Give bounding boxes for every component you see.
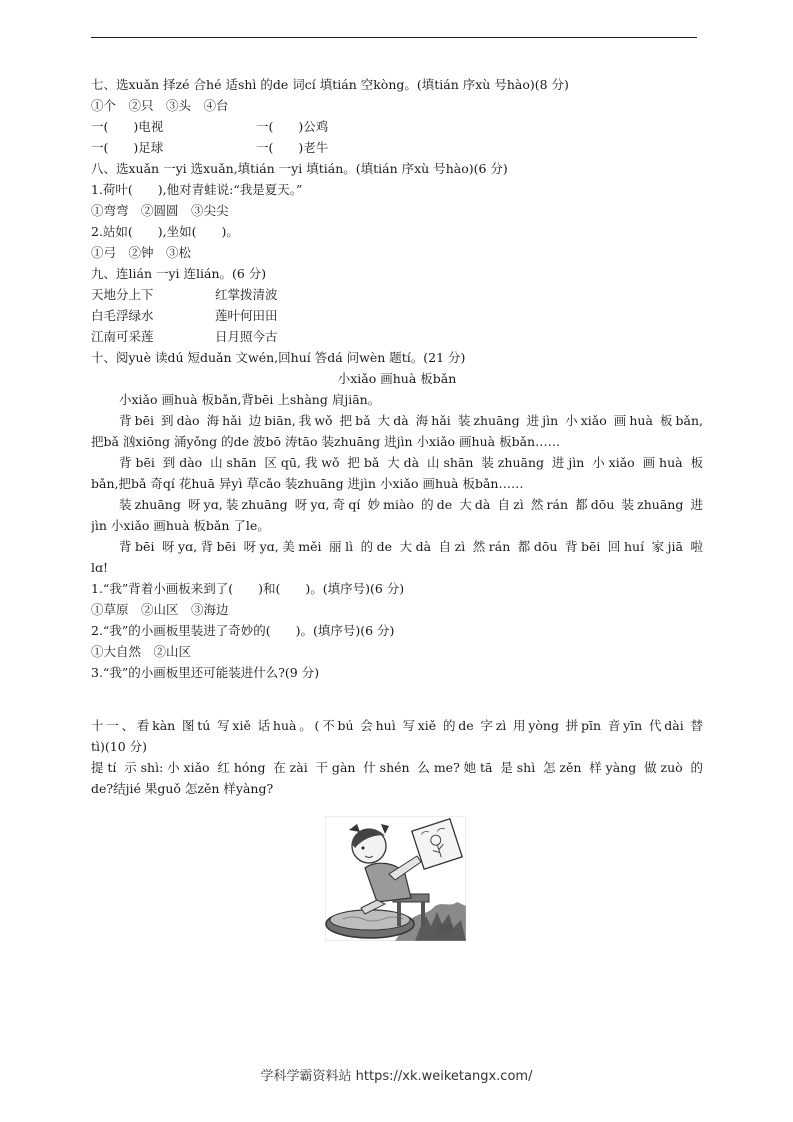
section10-question-3[interactable]: 3.“我”的小画板里还可能装进什么?(9 分)	[91, 665, 320, 680]
section8-question-2[interactable]: 2.站如( ),坐如( )。	[91, 224, 239, 239]
section11-heading-line-1: 十一、看kàn 图tú 写xiě 话huà。(不bú 会huì 写xiě 的de 字zì 用yòng 拼pīn 音yīn 代dài 替	[91, 718, 703, 733]
passage-paragraph-5-line-1: 背bēi 呀yɑ,背bēi 呀yɑ,美měi 丽lì 的de 大dà 自zì 然rán 都dōu 背bēi 回huí 家jiā 啦	[119, 539, 703, 554]
answer-space	[91, 683, 703, 715]
section11-hint-line-2: de?结jié 果guǒ 怎zěn 样yàng?	[91, 781, 274, 796]
section10-q1-options: ①草原 ②山区 ③海边	[91, 602, 229, 617]
section8-q2-options: ①弓 ②钟 ③松	[91, 245, 192, 260]
section8-question-1[interactable]: 1.荷叶( ),他对青蛙说:“我是夏天。”	[91, 182, 303, 197]
section10-question-2[interactable]: 2.“我”的小画板里装进了奇妙的( )。(填序号)(6 分)	[91, 623, 395, 638]
match-right[interactable]: 日月照今古	[215, 329, 278, 344]
passage-paragraph-3-line-2: bǎn,把bǎ 奇qí 花huā 异yì 草cǎo 装zhuāng 进jìn 小xiǎo 画huà 板bǎn……	[91, 476, 524, 491]
match-row	[91, 305, 703, 326]
passage-paragraph-4-line-2: jìn 小xiǎo 画huà 板bǎn 了le。	[91, 518, 270, 533]
passage-paragraph-1: 小xiǎo 画huà 板bǎn,背bēi 上shàng 肩jiān。	[119, 392, 381, 407]
match-row	[91, 284, 703, 305]
section7-heading: 七、选xuǎn 择zé 合hé 适shì 的de 词cí 填tián 空kòng。(填tián 序xù 号hào)(8 分)	[91, 77, 569, 92]
section7-row1	[91, 116, 703, 137]
footer-watermark: 学科学霸资料站 https://xk.weiketangx.com/	[260, 1069, 533, 1084]
passage-paragraph-5-line-2: lɑ!	[91, 560, 109, 575]
passage-title: 小xiǎo 画huà 板bǎn	[337, 371, 457, 386]
section10-q2-options: ①大自然 ②山区	[91, 644, 192, 659]
section8-heading: 八、选xuǎn 一yi 选xuǎn,填tián 一yi 填tián。(填tián 序xù 号hào)(6 分)	[91, 161, 508, 176]
header-rule	[91, 37, 697, 38]
section9-heading: 九、连lián 一yi 连lián。(6 分)	[91, 266, 267, 281]
worksheet-content	[91, 74, 703, 799]
section11-heading-line-2: tì)(10 分)	[91, 739, 148, 754]
match-left[interactable]: 天地分上下	[91, 287, 154, 302]
passage-paragraph-2-line-2: 把bǎ 汹xiōng 涌yǒng 的de 波bō 涛tāo 装zhuāng 进jìn 小xiǎo 画huà 板bǎn……	[91, 434, 561, 449]
section8-q1-options: ①弯弯 ②圆圆 ③尖尖	[91, 203, 229, 218]
blank-ox[interactable]: 一( )老牛	[256, 140, 329, 155]
passage-paragraph-2-line-1: 背bēi 到dào 海hǎi 边biān,我wǒ 把bǎ 大dà 海hǎi 装zhuāng 进jìn 小xiǎo 画huà 板bǎn,	[119, 413, 703, 428]
section10-heading: 十、阅yuè 读dú 短duǎn 文wén,回huí 答dá 问wèn 题tí。(21 分)	[91, 350, 466, 365]
blank-rooster[interactable]: 一( )公鸡	[256, 119, 329, 134]
match-row	[91, 326, 703, 347]
section10-question-1[interactable]: 1.“我”背着小画板来到了( )和( )。(填序号)(6 分)	[91, 581, 405, 596]
match-right[interactable]: 莲叶何田田	[215, 308, 278, 323]
match-left[interactable]: 江南可采莲	[91, 329, 154, 344]
blank-football[interactable]: 一( )足球	[91, 140, 164, 155]
section7-row2	[91, 137, 703, 158]
match-left[interactable]: 白毛浮绿水	[91, 308, 154, 323]
section11-hint-line-1: 提tí 示shì:小xiǎo 红hóng 在zài 干gàn 什shén 么me?她tā 是shì 怎zěn 样yàng 做zuò 的	[91, 760, 703, 775]
match-right[interactable]: 红掌拨清波	[215, 287, 278, 302]
blank-tv[interactable]: 一( )电视	[91, 119, 164, 134]
girl-washing-picture-illustration	[325, 816, 466, 941]
passage-paragraph-3-line-1: 背bēi 到dào 山shān 区qū,我wǒ 把bǎ 大dà 山shān 装zhuāng 进jìn 小xiǎo 画huà 板	[119, 455, 703, 470]
passage-paragraph-4-line-1: 装zhuāng 呀yɑ,装zhuāng 呀yɑ,奇qí 妙miào 的de 大dà 自zì 然rán 都dōu 装zhuāng 进	[119, 497, 703, 512]
section7-options: ①个 ②只 ③头 ④台	[91, 98, 229, 113]
